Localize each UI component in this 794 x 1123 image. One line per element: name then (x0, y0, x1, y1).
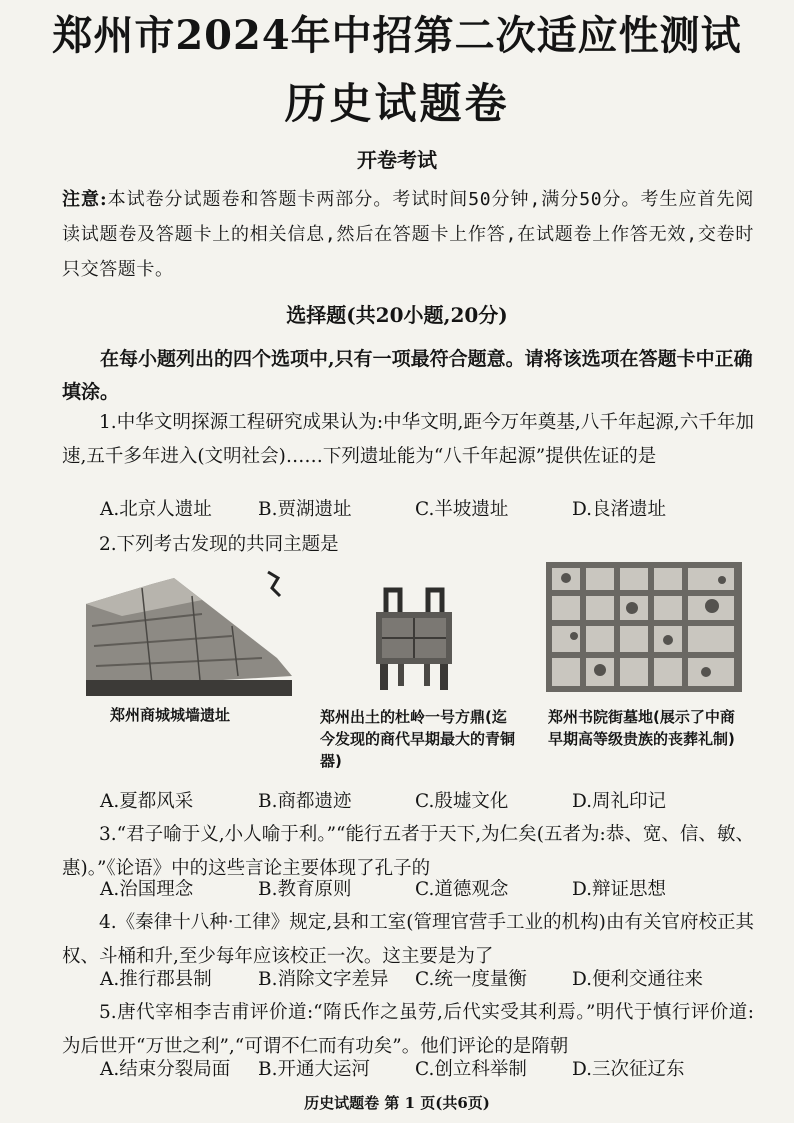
question-5-options (100, 1054, 760, 1086)
question-5-stem: 5.唐代宰相李吉甫评价道:“隋氏作之虽劳,后代实受其利焉。”明代于慎行评价道:为后世开“万世之利”,“可谓不仁而有功矣”。他们评论的是隋朝 (62, 1002, 754, 1057)
option-b: B.开通大运河 (258, 1059, 370, 1080)
option-d: D.周礼印记 (572, 791, 667, 812)
bronze-ding-photo (368, 586, 460, 692)
page-footer: 历史试题卷 第 1 页(共6页) (304, 1094, 490, 1112)
notice-text: 本试卷分试题卷和答题卡两部分。考试时间50分钟,满分50分。考生应首先阅读试题卷及答题卡上的相关信息,然后在答题卡上作答,在试题卷上作答无效,交卷时只交答题卡。 (62, 189, 755, 280)
question-4-stem: 4.《秦律十八种·工律》规定,县和工室(管理官营手工业的机构)由有关官府校正其权、斗桶和升,至少每年应该校正一次。这主要是为了 (62, 912, 754, 967)
section-instruction: 在每小题列出的四个选项中,只有一项最符合题意。请将该选项在答题卡中正确填涂。 (62, 348, 753, 403)
option-c: C.半坡遗址 (415, 499, 509, 520)
option-a: A.结束分裂局面 (100, 1059, 231, 1080)
question-3-stem: 3.“君子喻于义,小人喻于利。”“能行五者于天下,为仁矣(五者为:恭、宽、信、敏、惠)。”《论语》中的这些言论主要体现了孔子的 (62, 824, 754, 879)
option-c: C.道德观念 (415, 879, 509, 900)
notice-label: 注意: (62, 189, 108, 210)
city-wall-photo (82, 566, 296, 696)
exam-title: 郑州市2024年中招第二次适应性测试 (52, 12, 742, 59)
option-a: A.夏都风采 (100, 791, 194, 812)
option-a: A.北京人遗址 (100, 499, 212, 520)
notice-paragraph (62, 182, 754, 287)
option-c: C.殷墟文化 (415, 791, 509, 812)
option-d: D.辩证思想 (572, 879, 667, 900)
option-b: B.教育原则 (258, 879, 352, 900)
option-c: C.创立科举制 (415, 1059, 527, 1080)
paper-subtitle: 历史试题卷 (284, 79, 510, 128)
option-c: C.统一度量衡 (415, 969, 527, 990)
exam-type: 开卷考试 (357, 148, 437, 172)
section-title: 选择题(共20小题,20分) (286, 303, 508, 327)
option-a: A.治国理念 (100, 879, 194, 900)
question-2-stem: 2.下列考古发现的共同主题是 (99, 534, 339, 555)
question-3-options (100, 874, 760, 906)
question-1-stem: 1.中华文明探源工程研究成果认为:中华文明,距今万年奠基,八千年起源,六千年加速,五千多年进入(文明社会)……下列遗址能为“八千年起源”提供佐证的是 (62, 412, 754, 467)
option-b: B.消除文字差异 (258, 969, 389, 990)
question-1-options (100, 494, 760, 526)
option-d: D.良渚遗址 (572, 499, 667, 520)
figure-3-caption: 郑州书院街墓地(展示了中商早期高等级贵族的丧葬礼制) (548, 708, 735, 748)
figure-2-caption: 郑州出土的杜岭一号方鼎(迄今发现的商代早期最大的青铜器) (320, 708, 516, 770)
question-4-options (100, 964, 760, 996)
tomb-site-photo (546, 562, 742, 692)
question-2-options (100, 786, 760, 818)
option-b: B.商都遗迹 (258, 791, 352, 812)
option-b: B.贾湖遗址 (258, 499, 352, 520)
option-a: A.推行郡县制 (100, 969, 212, 990)
figure-1-caption: 郑州商城城墙遗址 (110, 706, 231, 724)
option-d: D.便利交通往来 (572, 969, 704, 990)
option-d: D.三次征辽东 (572, 1059, 685, 1080)
